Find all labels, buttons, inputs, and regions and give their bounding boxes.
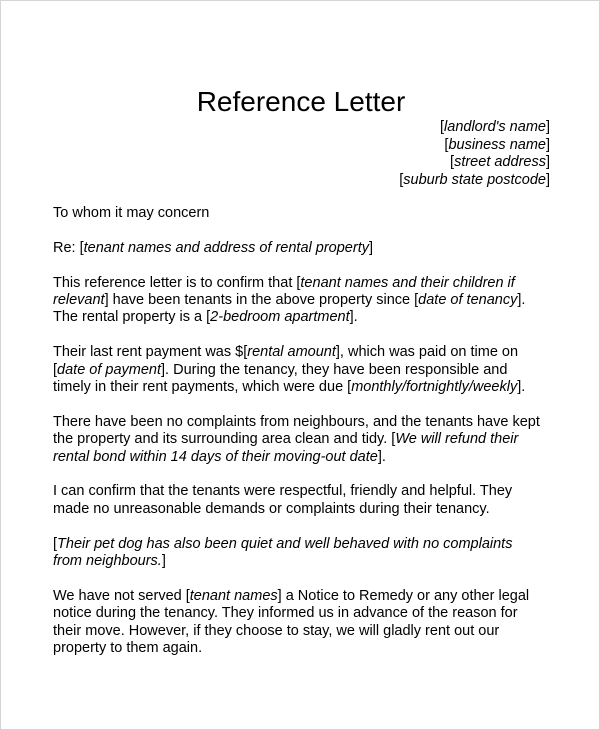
paragraph-line xyxy=(53,605,573,622)
paragraph xyxy=(53,205,573,222)
paragraph-line xyxy=(53,240,573,257)
text-run: Re: [ xyxy=(53,239,84,256)
paragraph-line xyxy=(53,292,573,309)
placeholder-text: We will refund their xyxy=(395,431,519,448)
text-run: ] xyxy=(545,171,550,188)
placeholder-text: rental bond within 14 days of their moving-out date xyxy=(53,448,378,465)
text-run: timely in their rent payments, which were due [ xyxy=(53,379,352,396)
text-run: [ xyxy=(399,171,404,188)
placeholder-text: landlord's name xyxy=(444,119,546,135)
text-run: [ xyxy=(53,361,58,378)
paragraph-line xyxy=(53,501,573,518)
paragraph xyxy=(53,536,573,571)
paragraph xyxy=(53,240,573,257)
placeholder-text: monthly/fortnightly/weekly xyxy=(351,379,518,396)
text-run: ] a Notice to Remedy or any other legal xyxy=(277,587,530,604)
text-run: There have been no complaints from neighbours, and the tenants have kept xyxy=(53,413,540,430)
letter-body xyxy=(53,205,573,675)
paragraph-line xyxy=(53,431,573,448)
address-line xyxy=(399,119,550,137)
paragraph-line xyxy=(53,553,573,570)
text-run: ] xyxy=(368,239,373,256)
paragraph-line xyxy=(53,449,573,466)
paragraph-line xyxy=(53,309,573,326)
paragraph xyxy=(53,414,573,466)
text-run: ] xyxy=(545,119,550,135)
placeholder-text: relevant xyxy=(53,292,105,308)
paragraph xyxy=(53,275,573,327)
paragraph xyxy=(53,344,573,396)
paragraph-line xyxy=(53,640,573,657)
text-run: [ xyxy=(450,154,455,171)
text-run: ]. xyxy=(377,448,386,465)
text-run: The rental property is a [ xyxy=(53,309,211,326)
text-run: [ xyxy=(444,136,449,153)
text-run: To whom it may concern xyxy=(53,205,210,221)
placeholder-text: street address xyxy=(454,154,546,171)
text-run: ]. xyxy=(349,309,358,326)
text-run: ]. During the tenancy, they have been responsible and xyxy=(161,361,508,378)
text-run: Their last rent payment was $[ xyxy=(53,344,248,361)
paragraph xyxy=(53,483,573,518)
placeholder-text: from neighbours. xyxy=(53,553,162,570)
placeholder-text: tenant names and address of rental property xyxy=(83,239,369,256)
text-run: their move. However, if they choose to stay, we will gladly rent out our xyxy=(53,622,500,639)
placeholder-text: 2-bedroom apartment xyxy=(210,309,350,326)
text-run: I can confirm that the tenants were respectful, friendly and helpful. They xyxy=(53,483,513,500)
paragraph-line xyxy=(53,275,573,292)
text-run: ] xyxy=(161,553,166,570)
text-run: ]. xyxy=(517,292,526,308)
text-run: ] xyxy=(545,154,550,171)
text-run: We have not served [ xyxy=(53,587,190,604)
text-run: ], which was paid on time on xyxy=(335,344,519,361)
text-run: notice during the tenancy. They informed us in advance of the reason for xyxy=(53,605,518,622)
placeholder-text: tenant names xyxy=(189,587,278,604)
address-line xyxy=(399,154,550,172)
paragraph-line xyxy=(53,379,573,396)
address-line xyxy=(399,137,550,155)
text-run: This reference letter is to confirm that [ xyxy=(53,274,301,291)
paragraph-line xyxy=(53,536,573,553)
placeholder-text: date of tenancy xyxy=(418,292,518,308)
text-run: ] xyxy=(545,136,550,153)
document-title: Reference Letter xyxy=(196,86,406,117)
placeholder-text: Their pet dog has also been quiet and well behaved with no complaints xyxy=(57,535,513,552)
text-run: property to them again. xyxy=(53,640,203,657)
address-line xyxy=(399,172,550,190)
paragraph-line xyxy=(53,414,573,431)
text-run: [ xyxy=(53,535,58,552)
placeholder-text: tenant names and their children if xyxy=(300,274,515,291)
recipient-address xyxy=(399,119,550,189)
text-run: ]. xyxy=(517,379,526,396)
paragraph xyxy=(53,588,573,658)
text-run: ] have been tenants in the above property since [ xyxy=(104,292,419,308)
paragraph-line xyxy=(53,205,573,222)
placeholder-text: suburb state postcode xyxy=(403,171,546,188)
placeholder-text: business name xyxy=(448,136,546,153)
text-run: made no unreasonable demands or complaints during their tenancy. xyxy=(53,500,490,517)
text-run: the property and its surrounding area clean and tidy. [ xyxy=(53,431,396,448)
placeholder-text: date of payment xyxy=(57,361,162,378)
text-run: [ xyxy=(440,119,445,135)
paragraph-line xyxy=(53,623,573,640)
paragraph-line xyxy=(53,483,573,500)
paragraph-line xyxy=(53,588,573,605)
paragraph-line xyxy=(53,344,573,361)
placeholder-text: rental amount xyxy=(247,344,336,361)
paragraph-line xyxy=(53,362,573,379)
